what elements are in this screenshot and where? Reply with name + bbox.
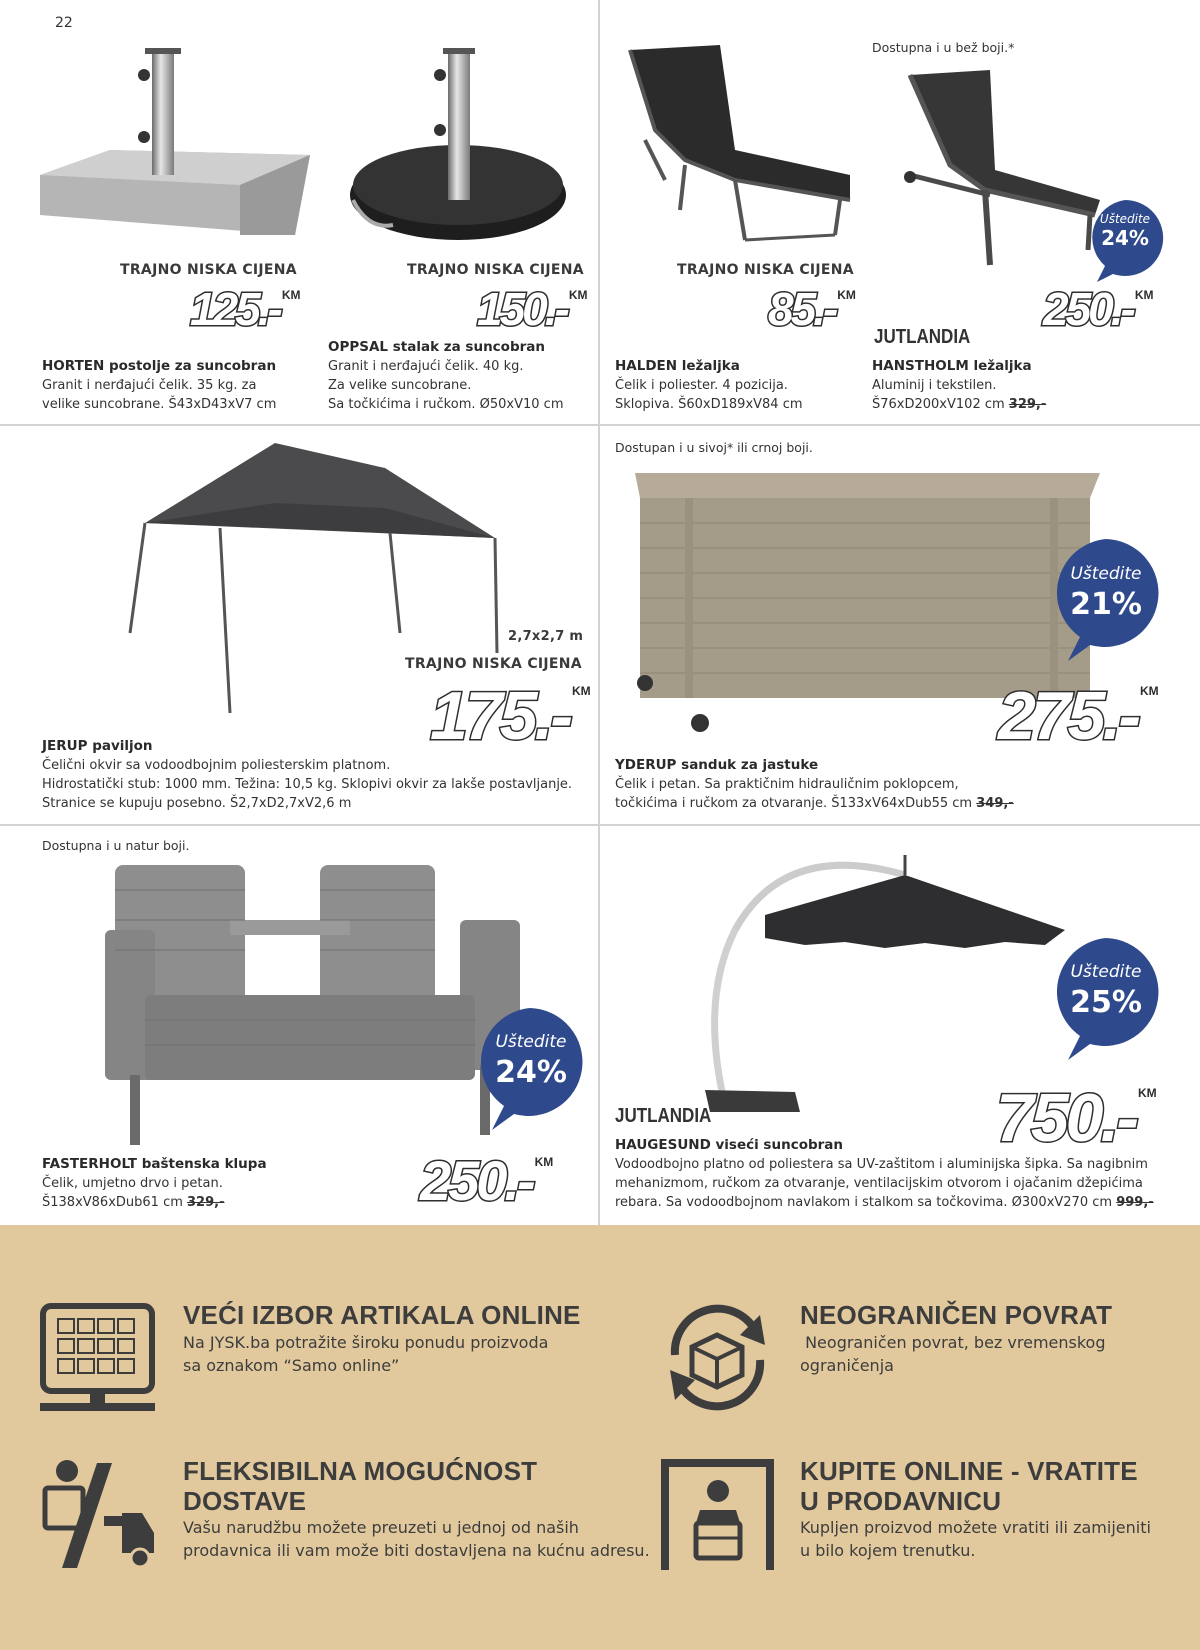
feature-text-line: sa oznakom “Samo online” bbox=[183, 1356, 400, 1375]
product-title: HALDEN ležaljka bbox=[615, 358, 740, 374]
product-line: Sa točkićima i ručkom. Ø50xV10 cm bbox=[328, 397, 564, 412]
feature-text bbox=[800, 1516, 1151, 1562]
feature-text-line: Kupljen proizvod možete vratiti ili zamijeniti bbox=[800, 1518, 1151, 1537]
hanstholm-description bbox=[872, 357, 1172, 414]
price-value: 275.- bbox=[998, 678, 1138, 754]
product-line bbox=[872, 395, 1172, 414]
yderup-save-percent: 21% bbox=[1070, 587, 1142, 622]
product-line: Čelični okvir sa vodoodbojnim poliesterskim platnom. bbox=[42, 758, 391, 773]
product-dimensions: točkićima i ručkom za otvaranje. Š133xV64xDub55 cm bbox=[615, 796, 973, 811]
yderup-color-note: Dostupan i u sivoj* ili crnoj boji. bbox=[615, 440, 813, 455]
oppsal-description bbox=[328, 338, 598, 414]
product-line: velike suncobrane. Š43xD43xV7 cm bbox=[42, 397, 277, 412]
feature-text-line: Neograničen povrat, bez vremenskog bbox=[800, 1333, 1106, 1352]
feature-title: NEOGRANIČEN POVRAT bbox=[800, 1300, 1113, 1330]
divider bbox=[598, 0, 600, 1225]
fasterholt-save-label: Uštedite bbox=[495, 1032, 567, 1052]
price-value: 85.- bbox=[768, 283, 836, 335]
feature-text-line: ograničenja bbox=[800, 1356, 894, 1375]
jerup-size: 2,7x2,7 m bbox=[508, 629, 584, 644]
horten-price bbox=[190, 283, 301, 335]
feature-title bbox=[800, 1456, 1138, 1516]
product-line: Stranice se kupuju posebno. Š2,7xD2,7xV2,6 m bbox=[42, 796, 352, 811]
horten-price-tag: TRAJNO NISKA CIJENA bbox=[120, 262, 297, 278]
product-title: HANSTHOLM ležaljka bbox=[872, 358, 1032, 374]
product-line: Čelik, umjetno drvo i petan. bbox=[42, 1176, 223, 1191]
product-title: HAUGESUND viseći suncobran bbox=[615, 1137, 844, 1153]
feature-title-line: KUPITE ONLINE - VRATITE bbox=[800, 1456, 1138, 1486]
feature-title-line: DOSTAVE bbox=[183, 1486, 307, 1516]
store-return-icon bbox=[660, 1458, 775, 1573]
product-line bbox=[615, 1193, 1185, 1212]
product-title: OPPSAL stalak za suncobran bbox=[328, 339, 545, 355]
product-title: HORTEN postolje za suncobran bbox=[42, 358, 277, 374]
feature-text-line: prodavnica ili vam može biti dostavljena na kućnu adresu. bbox=[183, 1541, 650, 1560]
feature-text bbox=[183, 1516, 650, 1562]
hanstholm-price bbox=[1043, 283, 1154, 335]
haugesund-brand-logo: JUTLANDIA bbox=[615, 1105, 712, 1127]
feature-text-line: Na JYSK.ba potražite široku ponudu proizvoda bbox=[183, 1333, 549, 1352]
jerup-description bbox=[42, 737, 602, 813]
halden-description bbox=[615, 357, 855, 414]
haugesund-description bbox=[615, 1136, 1185, 1212]
haugesund-save-percent: 25% bbox=[1070, 985, 1142, 1020]
yderup-save-label: Uštedite bbox=[1070, 564, 1142, 584]
feature-title: VEĆI IZBOR ARTIKALA ONLINE bbox=[183, 1300, 581, 1330]
product-title: JERUP paviljon bbox=[42, 738, 153, 754]
jerup-product-image bbox=[125, 438, 505, 718]
product-title: FASTERHOLT baštenska klupa bbox=[42, 1156, 267, 1172]
product-line: Granit i nerđajući čelik. 35 kg. za bbox=[42, 378, 257, 393]
price-value: 125.- bbox=[190, 283, 280, 335]
currency-label: KM bbox=[837, 288, 856, 302]
fasterholt-color-note: Dostupna i u natur boji. bbox=[42, 838, 190, 853]
product-line bbox=[42, 1193, 382, 1212]
product-line: mehanizmom, ručkom za otvaranje, ventilacijskim otvorom i ojačanim džepićima bbox=[615, 1176, 1143, 1191]
feature-text-line: Vašu narudžbu možete preuzeti u jednoj od naših bbox=[183, 1518, 579, 1537]
divider bbox=[0, 824, 1200, 826]
jerup-price-tag: TRAJNO NISKA CIJENA bbox=[405, 656, 582, 672]
product-dimensions: Š76xD200xV102 cm bbox=[872, 397, 1005, 412]
horten-product-image bbox=[40, 45, 310, 245]
hanstholm-brand-logo: JUTLANDIA bbox=[874, 326, 971, 348]
halden-price-tag: TRAJNO NISKA CIJENA bbox=[677, 262, 854, 278]
horten-description bbox=[42, 357, 312, 414]
price-value: 175.- bbox=[430, 678, 570, 754]
fasterholt-price bbox=[420, 1149, 554, 1212]
product-line: Čelik i poliester. 4 pozicija. bbox=[615, 378, 788, 393]
oppsal-price bbox=[477, 283, 588, 335]
page-number: 22 bbox=[55, 15, 73, 31]
currency-label: KM bbox=[281, 288, 301, 302]
currency-label: KM bbox=[1138, 1086, 1157, 1100]
feature-text bbox=[800, 1331, 1106, 1377]
product-line: Sklopiva. Š60xD189xV84 cm bbox=[615, 397, 803, 412]
old-price: 349,- bbox=[976, 796, 1014, 811]
oppsal-product-image bbox=[348, 45, 568, 245]
feature-title-line: U PRODAVNICU bbox=[800, 1486, 1002, 1516]
product-line: Za velike suncobrane. bbox=[328, 378, 472, 393]
hanstholm-save-label: Uštedite bbox=[1099, 212, 1151, 226]
halden-product-image bbox=[625, 40, 860, 250]
hanstholm-product-image bbox=[890, 65, 1110, 270]
product-line: Granit i nerđajući čelik. 40 kg. bbox=[328, 359, 524, 374]
product-line bbox=[615, 794, 1175, 813]
currency-label: KM bbox=[534, 1155, 554, 1169]
feature-title-line: FLEKSIBILNA MOGUĆNOST bbox=[183, 1456, 538, 1486]
product-line: Hidrostatički stub: 1000 mm. Težina: 10,5 kg. Sklopivi okvir za lakše postavljanje. bbox=[42, 777, 573, 792]
product-dimensions: rebara. Sa vodoodbojnom navlakom i stalkom sa točkovima. Ø300xV270 cm bbox=[615, 1195, 1113, 1210]
product-dimensions: Š138xV86xDub61 cm bbox=[42, 1195, 183, 1210]
hanstholm-save-percent: 24% bbox=[1101, 226, 1149, 250]
old-price: 329,- bbox=[187, 1195, 225, 1210]
feature-title bbox=[183, 1456, 537, 1516]
product-title: YDERUP sanduk za jastuke bbox=[615, 757, 819, 773]
fasterholt-product-image bbox=[105, 860, 525, 1150]
currency-label: KM bbox=[1134, 288, 1154, 302]
price-value: 750.- bbox=[996, 1080, 1136, 1156]
price-value: 250.- bbox=[1043, 283, 1133, 335]
haugesund-save-label: Uštedite bbox=[1070, 962, 1142, 982]
online-assortment-icon bbox=[40, 1303, 155, 1415]
fasterholt-save-percent: 24% bbox=[495, 1055, 567, 1090]
hanstholm-color-note: Dostupna i u bež boji.* bbox=[872, 40, 1015, 55]
product-line: Vodoodbojno platno od poliestera sa UV-zaštitom i aluminijska šipka. Sa nagibnim bbox=[615, 1157, 1148, 1172]
product-line: Čelik i petan. Sa praktičnim hidrauličnim poklopcem, bbox=[615, 777, 959, 792]
old-price: 999,- bbox=[1116, 1195, 1154, 1210]
currency-label: KM bbox=[1140, 684, 1159, 698]
price-value: 250.- bbox=[420, 1149, 533, 1212]
currency-label: KM bbox=[572, 684, 591, 698]
price-value: 150.- bbox=[477, 283, 567, 335]
yderup-description bbox=[615, 756, 1175, 813]
feature-text-line: u bilo kojem trenutku. bbox=[800, 1541, 976, 1560]
product-line: Aluminij i tekstilen. bbox=[872, 378, 997, 393]
services-banner bbox=[0, 1225, 1200, 1650]
currency-label: KM bbox=[568, 288, 588, 302]
delivery-truck-icon bbox=[42, 1458, 157, 1573]
return-box-icon bbox=[660, 1300, 775, 1415]
halden-price bbox=[768, 283, 856, 335]
feature-text bbox=[183, 1331, 548, 1377]
fasterholt-description bbox=[42, 1155, 382, 1212]
yderup-price bbox=[998, 678, 1159, 754]
oppsal-price-tag: TRAJNO NISKA CIJENA bbox=[407, 262, 584, 278]
divider bbox=[0, 424, 1200, 426]
old-price: 329,- bbox=[1008, 397, 1047, 412]
